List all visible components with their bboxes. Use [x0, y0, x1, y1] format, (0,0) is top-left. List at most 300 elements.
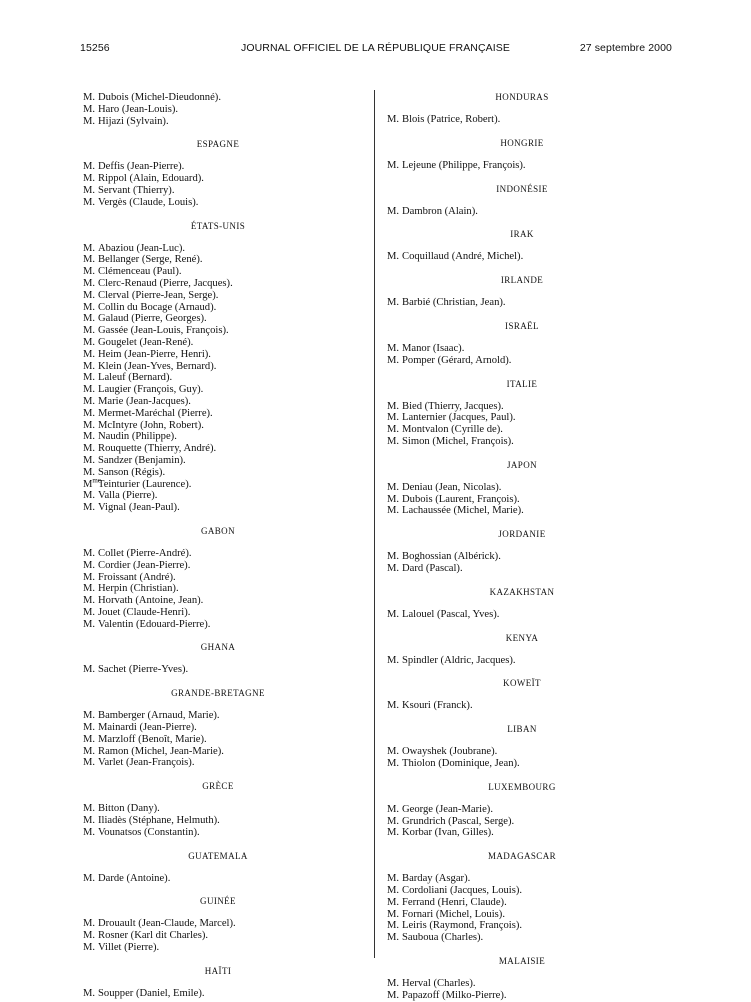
person-name: Clerc-Renaud (Pierre, Jacques).	[98, 277, 233, 289]
civil-title	[83, 815, 98, 827]
civil-title-text: M.	[387, 757, 400, 769]
country-section	[83, 966, 353, 1000]
civil-title	[387, 297, 402, 309]
civil-title-text: M.	[387, 815, 400, 827]
country-heading: ITALIE	[506, 378, 538, 389]
person-entry	[387, 609, 657, 621]
person-name: Laleuf (Bernard).	[98, 372, 173, 384]
person-entry	[387, 355, 657, 367]
person-entry	[83, 734, 353, 746]
person-name: Barday (Asgar).	[402, 873, 471, 885]
person-name: McIntyre (John, Robert).	[98, 419, 204, 431]
person-entry	[387, 990, 657, 1002]
person-name: Marie (Jean-Jacques).	[98, 395, 191, 407]
civil-title-text: M.	[83, 987, 96, 999]
civil-title-text: M.	[83, 395, 96, 407]
civil-title-text: M.	[83, 325, 96, 337]
civil-title	[387, 424, 402, 436]
country-section	[387, 321, 657, 367]
civil-title-text: M.	[83, 372, 96, 384]
person-entry	[83, 757, 353, 769]
country-section	[387, 633, 657, 667]
civil-title-text: M.	[83, 173, 96, 185]
person-name: Servant (Thierry).	[98, 184, 175, 196]
civil-title-text: M.	[83, 454, 96, 466]
civil-title	[387, 700, 402, 712]
person-entry	[83, 197, 353, 209]
civil-title-text: M.	[387, 908, 400, 920]
civil-title	[83, 185, 98, 197]
person-entry	[83, 664, 353, 676]
person-entry	[387, 746, 657, 758]
civil-title-text: M.	[387, 342, 400, 354]
person-name: Gougelet (Jean-René).	[98, 336, 194, 348]
person-name: Froissant (André).	[98, 571, 176, 583]
civil-title	[83, 420, 98, 432]
country-section	[83, 221, 353, 514]
civil-title	[83, 254, 98, 266]
person-entry	[83, 873, 353, 885]
civil-title	[83, 918, 98, 930]
country-heading: IRLANDE	[500, 275, 544, 286]
civil-title	[387, 482, 402, 494]
country-section	[387, 678, 657, 712]
country-heading: JAPON	[506, 459, 537, 470]
person-entry	[83, 548, 353, 560]
civil-title-text: M.	[83, 815, 96, 827]
civil-title-text: M.	[387, 932, 400, 944]
person-entry	[83, 607, 353, 619]
civil-title-text: M.	[387, 435, 400, 447]
person-name: Cordoliani (Jacques, Louis).	[402, 884, 523, 896]
person-name: Lalouel (Pascal, Yves).	[402, 608, 500, 620]
civil-title	[387, 343, 402, 355]
civil-title-text: M.	[83, 360, 96, 372]
person-name: Dubois (Laurent, François).	[402, 493, 520, 505]
person-entry	[83, 372, 353, 384]
civil-title	[83, 372, 98, 384]
person-name: Varlet (Jean-François).	[98, 757, 195, 769]
person-name: Horvath (Antoine, Jean).	[98, 595, 204, 607]
person-entry	[83, 918, 353, 930]
person-entry	[387, 401, 657, 413]
column-divider	[374, 90, 375, 958]
person-entry	[83, 104, 353, 116]
civil-title-text: M.	[83, 161, 96, 173]
country-section	[387, 460, 657, 517]
person-entry	[83, 455, 353, 467]
person-entry	[83, 431, 353, 443]
civil-title-text: M.	[83, 431, 96, 443]
civil-title-text: M.	[387, 505, 400, 517]
person-entry	[83, 266, 353, 278]
person-name: Bellanger (Serge, René).	[98, 254, 203, 266]
civil-title	[83, 664, 98, 676]
country-section	[83, 642, 353, 676]
person-entry	[83, 443, 353, 455]
person-name: Sandzer (Benjamin).	[98, 454, 186, 466]
person-name: Deniau (Jean, Nicolas).	[402, 481, 502, 493]
person-entry	[387, 297, 657, 309]
civil-title-superscript: me	[92, 475, 101, 484]
civil-title-text: M.	[83, 103, 96, 115]
country-heading: LIBAN	[507, 724, 537, 735]
civil-title	[83, 443, 98, 455]
person-name: Jouet (Claude-Henri).	[98, 606, 191, 618]
civil-title-text: M.	[83, 196, 96, 208]
person-entry	[83, 185, 353, 197]
person-name: Ferrand (Henri, Claude).	[402, 896, 507, 908]
person-name: Lachaussée (Michel, Marie).	[402, 505, 524, 517]
civil-title	[83, 548, 98, 560]
person-entry	[387, 436, 657, 448]
country-heading: KAZAKHSTAN	[489, 586, 555, 597]
civil-title	[387, 206, 402, 218]
person-name: Klein (Jean-Yves, Bernard).	[98, 360, 217, 372]
country-section	[83, 688, 353, 769]
person-entry	[387, 873, 657, 885]
civil-title-text: M.	[83, 872, 96, 884]
civil-title-text: M.	[83, 384, 96, 396]
civil-title-text: M.	[83, 407, 96, 419]
person-name: Abaziou (Jean-Luc).	[98, 242, 186, 254]
civil-title	[83, 734, 98, 746]
civil-title	[83, 197, 98, 209]
person-name: Valentin (Edouard-Pierre).	[98, 618, 211, 630]
person-entry	[83, 490, 353, 502]
person-entry	[387, 909, 657, 921]
civil-title-text: M.	[387, 989, 400, 1001]
civil-title	[387, 816, 402, 828]
civil-title-text: M.	[83, 443, 96, 455]
civil-title-text: M.	[387, 562, 400, 574]
civil-title-text: M.	[83, 595, 96, 607]
civil-title	[83, 302, 98, 314]
person-entry	[83, 92, 353, 104]
civil-title	[387, 355, 402, 367]
civil-title	[83, 349, 98, 361]
person-name: Grundrich (Pascal, Serge).	[402, 815, 515, 827]
person-name: Drouault (Jean-Claude, Marcel).	[98, 918, 236, 930]
civil-title	[83, 502, 98, 514]
country-heading: IRAK	[510, 229, 534, 240]
person-name: Barbié (Christian, Jean).	[402, 297, 506, 309]
civil-title-text: M.	[387, 205, 400, 217]
person-name: Sauboua (Charles).	[402, 932, 484, 944]
civil-title	[83, 384, 98, 396]
civil-title	[387, 551, 402, 563]
country-section	[83, 526, 353, 631]
civil-title-text: M.	[83, 733, 96, 745]
person-entry	[83, 930, 353, 942]
civil-title	[387, 401, 402, 413]
civil-title-text: M.	[83, 336, 96, 348]
person-name: Leiris (Raymond, François).	[402, 920, 523, 932]
civil-title	[387, 909, 402, 921]
person-entry	[387, 700, 657, 712]
civil-title	[387, 609, 402, 621]
civil-title	[83, 361, 98, 373]
country-section	[387, 529, 657, 575]
civil-title	[83, 161, 98, 173]
civil-title	[387, 505, 402, 517]
civil-title	[83, 560, 98, 572]
civil-title-text: M.	[83, 757, 96, 769]
person-entry	[83, 827, 353, 839]
person-name: Boghossian (Albérick).	[402, 551, 501, 563]
person-name: Cordier (Jean-Pierre).	[98, 559, 191, 571]
civil-title-text: M.	[83, 466, 96, 478]
country-section	[83, 92, 353, 127]
person-name: Iliadès (Stéphane, Helmuth).	[98, 815, 220, 827]
civil-title	[83, 827, 98, 839]
country-heading: INDONÉSIE	[496, 183, 548, 194]
publication-date: 27 septembre 2000	[579, 42, 672, 54]
civil-title-text: M.	[387, 251, 400, 263]
person-entry	[83, 572, 353, 584]
country-section	[387, 379, 657, 448]
civil-title	[83, 490, 98, 502]
civil-title	[83, 710, 98, 722]
civil-title	[387, 920, 402, 932]
person-entry	[387, 551, 657, 563]
person-entry	[83, 722, 353, 734]
person-name: Mainardi (Jean-Pierre).	[98, 722, 197, 734]
civil-title	[387, 251, 402, 263]
civil-title-text: M.	[387, 700, 400, 712]
civil-title-text: M.	[83, 547, 96, 559]
person-name: Darde (Antoine).	[98, 872, 171, 884]
civil-title-text: M.	[83, 419, 96, 431]
country-section	[387, 92, 657, 126]
person-name: Ramon (Michel, Jean-Marie).	[98, 745, 224, 757]
civil-title	[83, 475, 101, 491]
civil-title-text: M.	[83, 277, 96, 289]
civil-title	[387, 885, 402, 897]
person-name: Montvalon (Cyrille de).	[402, 424, 503, 436]
country-section	[83, 139, 353, 208]
civil-title-text: M.	[387, 481, 400, 493]
civil-title	[387, 494, 402, 506]
person-entry	[387, 251, 657, 263]
person-name: Dubois (Michel-Dieudonné).	[98, 92, 221, 103]
country-section	[387, 851, 657, 944]
civil-title	[83, 619, 98, 631]
person-name: Rouquette (Thierry, André).	[98, 443, 217, 455]
civil-title	[83, 278, 98, 290]
civil-title	[387, 114, 402, 126]
civil-title-text: M.	[387, 803, 400, 815]
person-name: Coquillaud (André, Michel).	[402, 251, 524, 263]
country-heading: ESPAGNE	[196, 139, 240, 150]
civil-title-text: M.	[83, 803, 96, 815]
person-entry	[83, 337, 353, 349]
country-section	[83, 896, 353, 953]
civil-title-text: M	[83, 478, 93, 490]
person-name: Bitton (Dany).	[98, 803, 160, 815]
civil-title	[387, 932, 402, 944]
civil-title-text: M.	[387, 873, 400, 885]
civil-title-text: M.	[387, 827, 400, 839]
civil-title-text: M.	[83, 184, 96, 196]
person-entry	[387, 758, 657, 770]
civil-title-text: M.	[83, 918, 96, 930]
civil-title	[83, 746, 98, 758]
person-name: Clerval (Pierre-Jean, Serge).	[98, 289, 219, 301]
civil-title-text: M.	[83, 490, 96, 502]
civil-title	[83, 722, 98, 734]
person-name: Marzloff (Benoît, Marie).	[98, 733, 207, 745]
civil-title-text: M.	[83, 826, 96, 838]
person-entry	[83, 313, 353, 325]
person-name: Vounatsos (Constantin).	[98, 826, 200, 838]
civil-title	[83, 930, 98, 942]
civil-title	[83, 757, 98, 769]
civil-title-text: M.	[83, 606, 96, 618]
civil-title-text: M.	[83, 722, 96, 734]
country-heading: ISRAËL	[505, 320, 539, 331]
person-name: Owayshek (Joubrane).	[402, 746, 498, 758]
civil-title	[83, 243, 98, 255]
person-name: Mermet-Maréchal (Pierre).	[98, 407, 213, 419]
civil-title	[387, 563, 402, 575]
left-column	[83, 89, 353, 1000]
country-heading: GRÈCE	[202, 781, 234, 792]
person-name: Rosner (Karl dit Charles).	[98, 930, 209, 942]
person-entry	[83, 595, 353, 607]
person-entry	[83, 384, 353, 396]
civil-title-text: M.	[387, 884, 400, 896]
person-entry	[387, 804, 657, 816]
civil-title-text: M.	[83, 242, 96, 254]
civil-title-text: M.	[83, 115, 96, 127]
civil-title-text: M.	[83, 664, 96, 676]
civil-title	[387, 873, 402, 885]
civil-title	[387, 758, 402, 770]
person-entry	[387, 494, 657, 506]
person-entry	[83, 475, 353, 491]
person-name: Bied (Thierry, Jacques).	[402, 400, 504, 412]
country-heading: HONGRIE	[500, 137, 544, 148]
country-section	[83, 781, 353, 838]
person-name: Rippol (Alain, Edouard).	[98, 173, 204, 185]
person-name: Dard (Pascal).	[402, 562, 463, 574]
person-entry	[83, 815, 353, 827]
person-entry	[387, 655, 657, 667]
civil-title-text: M.	[387, 400, 400, 412]
person-entry	[83, 254, 353, 266]
civil-title	[387, 436, 402, 448]
page-header	[0, 42, 751, 58]
person-entry	[387, 114, 657, 126]
person-name: Simon (Michel, François).	[402, 435, 514, 447]
person-entry	[83, 803, 353, 815]
civil-title	[83, 431, 98, 443]
civil-title	[83, 396, 98, 408]
country-heading: MADAGASCAR	[487, 851, 556, 862]
person-name: Lanternier (Jacques, Paul).	[402, 412, 516, 424]
person-name: Ksouri (Franck).	[402, 700, 473, 712]
civil-title-text: M.	[387, 746, 400, 758]
person-name: Spindler (Aldric, Jacques).	[402, 654, 516, 666]
person-name: Herpin (Christian).	[98, 583, 179, 595]
person-entry	[83, 161, 353, 173]
civil-title	[83, 325, 98, 337]
country-heading: HONDURAS	[495, 92, 549, 102]
person-entry	[387, 978, 657, 990]
person-entry	[387, 482, 657, 494]
country-section	[387, 229, 657, 263]
civil-title	[387, 412, 402, 424]
page-number: 15256	[80, 42, 110, 54]
civil-title	[387, 804, 402, 816]
civil-title	[387, 160, 402, 172]
person-name: Blois (Patrice, Robert).	[402, 114, 501, 125]
civil-title-text: M.	[83, 266, 96, 278]
journal-title: JOURNAL OFFICIEL DE LA RÉPUBLIQUE FRANÇAISE	[241, 42, 510, 54]
civil-title-text: M.	[83, 92, 96, 103]
country-heading: GUINÉE	[200, 896, 236, 907]
person-name: Deffis (Jean-Pierre).	[98, 161, 185, 173]
country-heading: HAÏTI	[204, 965, 232, 976]
civil-title-text: M.	[387, 920, 400, 932]
civil-title	[387, 655, 402, 667]
civil-title	[83, 313, 98, 325]
civil-title-text: M.	[83, 571, 96, 583]
civil-title-text: M.	[83, 348, 96, 360]
country-heading: GRANDE-BRETAGNE	[171, 688, 265, 699]
civil-title	[83, 572, 98, 584]
civil-title-text: M.	[83, 745, 96, 757]
person-entry	[387, 160, 657, 172]
person-entry	[387, 897, 657, 909]
civil-title-text: M.	[83, 313, 96, 325]
person-name: Manor (Isaac).	[402, 342, 465, 354]
person-entry	[83, 290, 353, 302]
civil-title-text: M.	[387, 424, 400, 436]
person-entry	[83, 116, 353, 128]
person-name: Collin du Bocage (Arnaud).	[98, 301, 217, 313]
country-heading: LUXEMBOURG	[488, 781, 556, 792]
person-entry	[83, 325, 353, 337]
person-entry	[387, 920, 657, 932]
person-name: Pomper (Gérard, Arnold).	[402, 354, 512, 366]
person-entry	[387, 885, 657, 897]
person-entry	[387, 343, 657, 355]
person-name: Sanson (Régis).	[98, 466, 166, 478]
person-entry	[83, 361, 353, 373]
person-name: Papazoff (Milko-Pierre).	[402, 989, 507, 1001]
civil-title-text: M.	[83, 942, 96, 954]
person-entry	[387, 206, 657, 218]
civil-title	[83, 595, 98, 607]
civil-title	[83, 104, 98, 116]
civil-title	[83, 173, 98, 185]
civil-title-text: M.	[83, 583, 96, 595]
person-entry	[387, 816, 657, 828]
civil-title-text: M.	[83, 254, 96, 266]
civil-title	[83, 583, 98, 595]
civil-title-text: M.	[387, 977, 400, 989]
civil-title	[387, 990, 402, 1002]
civil-title	[387, 897, 402, 909]
person-entry	[83, 243, 353, 255]
civil-title-text: M.	[387, 159, 400, 171]
civil-title	[83, 337, 98, 349]
country-section	[387, 724, 657, 770]
country-heading: MALAISIE	[498, 955, 546, 966]
person-name: Thiolon (Dominique, Jean).	[402, 757, 520, 769]
